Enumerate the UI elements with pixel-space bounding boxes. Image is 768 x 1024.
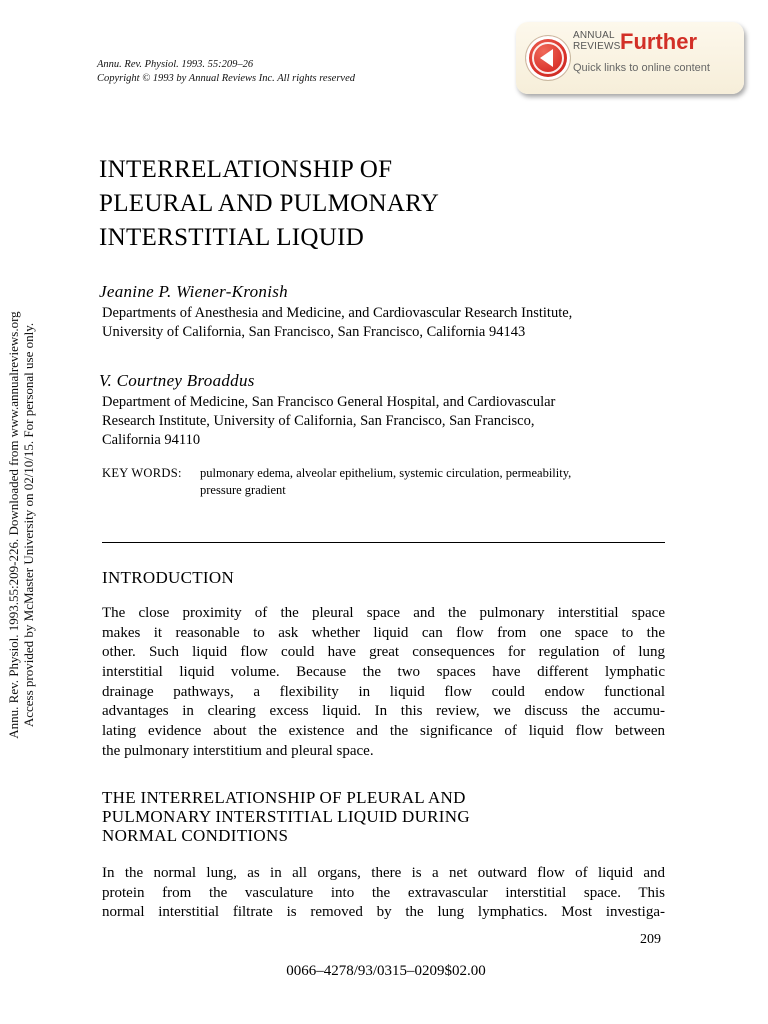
banner-further-label: Further (620, 29, 697, 54)
play-arrow-icon (526, 36, 570, 80)
keywords-line: pulmonary edema, alveolar epithelium, systemic circulation, permeability, (200, 466, 572, 480)
download-watermark (6, 290, 36, 760)
author-affiliation (102, 304, 662, 342)
keywords-line: pressure gradient (200, 483, 286, 497)
affiliation-line: Research Institute, University of California, San Francisco, San Francisco, (102, 413, 535, 429)
paragraph-line: advantages in clearing excess liquid. In this review, we discuss the accumu- (102, 703, 665, 720)
title-line: INTERRELATIONSHIP OF (99, 156, 393, 183)
page-number: 209 (640, 932, 661, 947)
paragraph-line: The close proximity of the pleural space and the pulmonary interstitial space (102, 605, 665, 621)
affiliation-line: California 94110 (102, 432, 201, 448)
affiliation-line: Departments of Anesthesia and Medicine, and Cardiovascular Research Institute, (102, 305, 573, 321)
paragraph-line: normal interstitial filtrate is removed by the lung lymphatics. Most investiga- (102, 904, 665, 921)
journal-citation: Annu. Rev. Physiol. 1993. 55:209–26 (97, 59, 254, 70)
copyright-notice: Copyright © 1993 by Annual Reviews Inc. All rights reserved (97, 73, 355, 84)
keywords-label: KEY WORDS: (102, 466, 182, 480)
paragraph-line: lating evidence about the existence and the significance of liquid flow between (102, 723, 665, 740)
affiliation-line: Department of Medicine, San Francisco General Hospital, and Cardiovascular (102, 394, 556, 410)
section-heading-line: PULMONARY INTERSTITIAL LIQUID DURING (102, 807, 470, 826)
section-paragraph (102, 864, 665, 923)
banner-reviews-label: REVIEWS (573, 41, 621, 52)
banner-annual-label: ANNUAL (573, 30, 615, 41)
paragraph-line: makes it reasonable to ask whether liquid can flow from one space to the (102, 624, 665, 641)
section-heading (102, 788, 662, 845)
annual-reviews-further-banner[interactable] (516, 22, 744, 94)
banner-subtitle: Quick links to online content (573, 62, 710, 74)
download-watermark-line-1: Annu. Rev. Physiol. 1993.55:209-226. Downloaded from www.annualreviews.org (6, 311, 21, 739)
paragraph-line: drainage pathways, a flexibility in liquid flow could endow functional (102, 683, 665, 700)
paragraph-line: In the normal lung, as in all organs, there is a net outward flow of liquid and (102, 865, 665, 881)
author-name: Jeanine P. Wiener-Kronish (99, 282, 288, 301)
author-affiliation (102, 393, 662, 450)
section-heading-line: THE INTERRELATIONSHIP OF PLEURAL AND (102, 788, 466, 807)
title-line: INTERSTITIAL LIQUID (99, 224, 365, 251)
paragraph-line: the pulmonary interstitium and pleural space. (102, 742, 374, 759)
section-heading-line: NORMAL CONDITIONS (102, 826, 289, 845)
title-line: PLEURAL AND PULMONARY (99, 190, 440, 217)
article-code: 0066–4278/93/0315–0209$02.00 (286, 963, 486, 979)
article-title (99, 153, 659, 255)
section-divider (102, 542, 665, 543)
affiliation-line: University of California, San Francisco, San Francisco, California 94143 (102, 324, 526, 340)
paragraph-line: protein from the vasculature into the extravascular interstitial space. This (102, 884, 665, 901)
paragraph-line: other. Such liquid flow could have great consequences for regulation of lung (102, 644, 665, 661)
introduction-heading: INTRODUCTION (102, 568, 235, 587)
author-name: V. Courtney Broaddus (99, 371, 255, 390)
introduction-paragraph (102, 604, 665, 762)
download-watermark-line-2: Access provided by McMaster University on 02/10/15. For personal use only. (21, 322, 36, 728)
keywords-list (200, 465, 670, 499)
citation-block (97, 58, 355, 86)
paragraph-line: interstitial liquid volume. Because the two spaces have different lymphatic (102, 664, 665, 681)
